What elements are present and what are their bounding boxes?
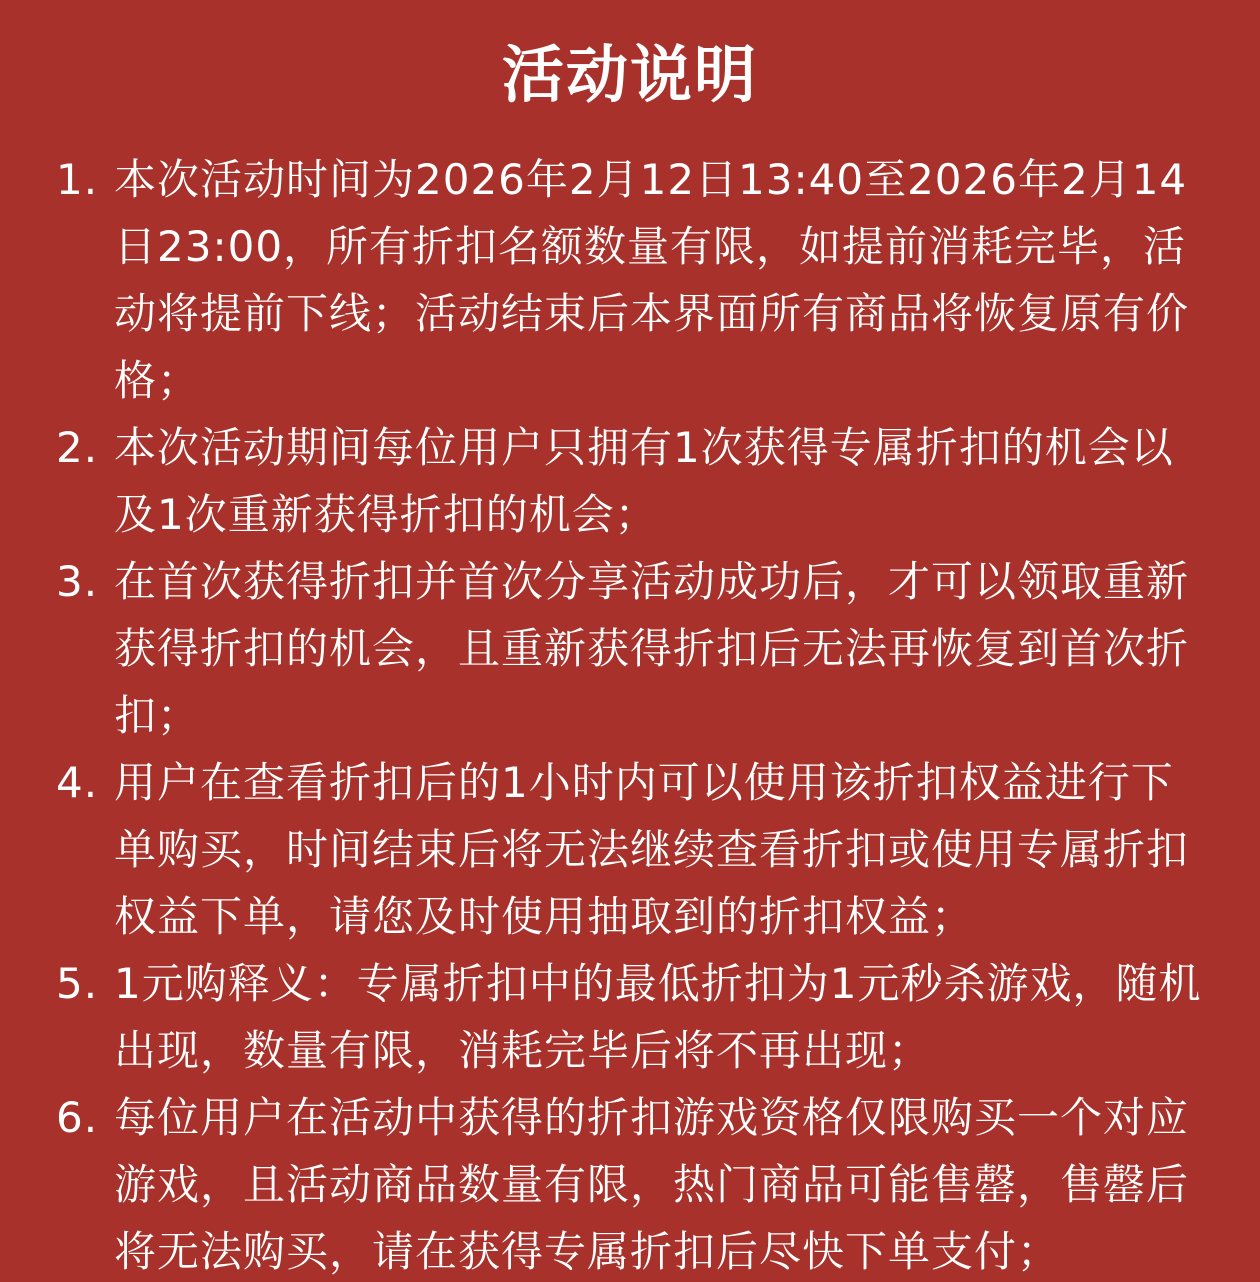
rule-text: 本次活动期间每位用户只拥有1次获得专属折扣的机会以及1次重新获得折扣的机会； xyxy=(114,423,1174,539)
rule-text: 本次活动时间为2026年2月12日13:40至2026年2月14日23:00，所有折扣名额数量有限，如提前消耗完毕，活动将提前下线；活动结束后本界面所有商品将恢复原有价格； xyxy=(114,155,1190,405)
page-title: 活动说明 xyxy=(501,38,758,111)
rule-number: 3. xyxy=(56,557,99,606)
rule-item-3 xyxy=(56,548,1216,749)
rule-item-1 xyxy=(56,146,1216,414)
rule-number: 4. xyxy=(56,758,99,807)
rules-list xyxy=(56,146,1216,1282)
rule-text: 用户在查看折扣后的1小时内可以使用该折扣权益进行下单购买，时间结束后将无法继续查看折扣或使用专属折扣权益下单，请您及时使用抽取到的折扣权益； xyxy=(114,758,1190,941)
rule-item-5 xyxy=(56,950,1216,1084)
rule-number: 1. xyxy=(56,155,99,204)
rule-item-2 xyxy=(56,414,1216,548)
rule-item-6 xyxy=(56,1084,1216,1282)
rule-number: 6. xyxy=(56,1093,99,1142)
rule-text: 在首次获得折扣并首次分享活动成功后，才可以领取重新获得折扣的机会，且重新获得折扣后无法再恢复到首次折扣； xyxy=(114,557,1190,740)
rule-number: 5. xyxy=(56,959,99,1008)
rule-text: 1元购释义：专属折扣中的最低折扣为1元秒杀游戏，随机出现，数量有限，消耗完毕后将不再出现； xyxy=(114,959,1202,1075)
rule-text: 每位用户在活动中获得的折扣游戏资格仅限购买一个对应游戏，且活动商品数量有限，热门商品可能售罄，售罄后将无法购买，请在获得专属折扣后尽快下单支付； xyxy=(114,1093,1190,1276)
rule-number: 2. xyxy=(56,423,99,472)
rule-item-4 xyxy=(56,749,1216,950)
